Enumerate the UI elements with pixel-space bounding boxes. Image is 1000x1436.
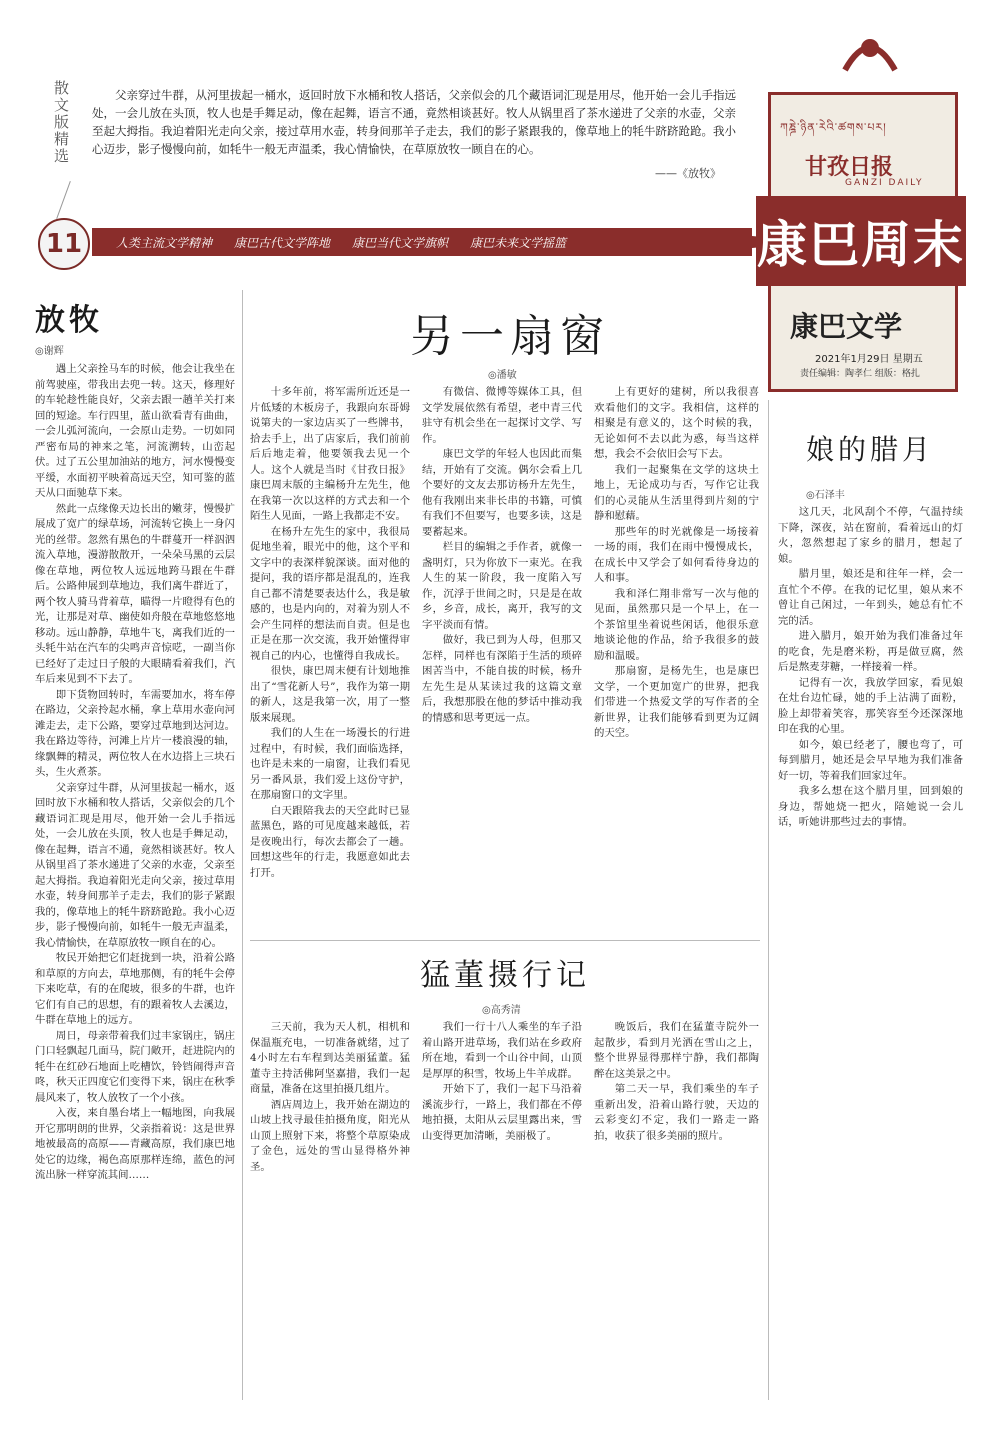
paragraph: 在杨升左先生的家中，我很局促地坐着，眼光中的他，这个平和文字中的表深样貌深谈。面对他的提问，我的语序都是混乱的，连我自己都不清楚要表达什么，我是敏感的，也是内向的，对着为别人不会产生同样的想法而自责。但是也正是在那一次交流，我开始懂得审视自己的内心，也懂得自我成长。 (250, 525, 410, 662)
column-rule (242, 290, 243, 1400)
paragraph: 酒店周边上，我开始在湖边的山坡上找寻最佳拍摄角度，阳光从山顶上照射下来，将整个草原染成了金色，远处的雪山显得格外神圣。 (250, 1098, 410, 1173)
article-byline-niangdelayue: ◎石泽丰 (806, 490, 845, 501)
article-body-mengdong-col2 (422, 1020, 582, 1400)
paragraph: 第二天一早，我们乘坐的车子重新出发，沿着山路行驶，天边的云彩变幻不定，我们一路走一路拍，收获了很多美丽的照片。 (594, 1083, 759, 1142)
excerpt-text: 父亲穿过牛群，从河里拔起一桶水，返回时放下水桶和牧人搭话，父亲似会的几个藏语词汇现是用尽，他开始一会儿手指远处，一会儿放在头顶，牧人也是手舞足动，像在起舞，语言不通，竟然相谈甚好。牧人从锅里舀了茶水递进了父亲的水壶，父亲至起大拇指。我迫着阳光走向父亲，接过草用水壶，转身间那羊子走去，我们的影子紧跟我的，像草地上的牦牛跻跻跄跄。我小心迈步，影子慢慢向前，如牦牛一般无声温柔，我心情愉快，在草原放牧一顾自在的心。 (92, 88, 736, 156)
article-body-mengdong-col3 (594, 1020, 759, 1400)
article-body-mengdong (250, 1020, 410, 1400)
paragraph: 我们一行十八人乘坐的车子沿着山路开进草场，我们站在乡政府所在地，看到一个山谷中间，山顶是厚厚的积雪，牧场上牛羊成群。 (422, 1021, 582, 1080)
editor-credit: 责任编辑：陶孝仁 组版：格扎 (800, 369, 920, 379)
paragraph: 我多么想在这个腊月里，回到娘的身边，帮她烧一把火，陪她说一会儿话，听她讲那些过去的事情。 (778, 785, 963, 828)
masthead-title: 康巴周末 (757, 216, 965, 274)
section-side-label: 散文版精选 (52, 80, 70, 165)
paper-emblem-icon (835, 20, 905, 80)
paragraph: 那扇窗，是杨先生，也是康巴文学，一个更加宽广的世界，把我们带进一个热爱文学的写作者的全新世界，让我们能够看到更为辽阔的天空。 (594, 665, 759, 739)
section-rule (250, 940, 760, 941)
paragraph: 我们的人生在一场漫长的行进过程中，有时候，我们面临选择，也许是未来的一扇窗，让我们看见另一番风景，我们爱上这份守护，在那扇窗口的文字里。 (250, 727, 410, 801)
issue-date: 2021年1月29日 星期五 (815, 354, 923, 365)
paragraph: 我们一起聚集在文学的这块土地上，无论成功与否，写作它让我们的心灵能从生活里得到片刻的宁静和慰藉。 (594, 463, 759, 522)
paragraph: 我和泽仁翔非常写一次与他的见面，虽然那只是一个早上，在一个茶馆里坐着说些闲话，他很乐意地谈论他的作品，给予我很多的鼓励和温暖。 (594, 587, 759, 662)
banner-slogan: 康巴未来文学摇篮 (470, 235, 567, 250)
paragraph: 康巴文学的年轻人也因此而集结，开始有了交流。偶尔会看上几个要好的文友去那访杨升左先生，他有我刚出来非长串的书籍，可慎有我们不但要写，也要多读，这是要蓄起来。 (422, 448, 582, 538)
paragraph: 入夜，来自墨台堵上一幅地图，向我展开它那明朗的世界，父亲指着说：这是世界地被最高的高原——青藏高原，我们康巴地处它的边缘，褐色高原那样连绵，蓝色的河流出脉一样穿流其间…… (35, 1107, 235, 1181)
banner-slogan: 康巴当代文学旗帜 (352, 235, 449, 250)
paragraph: 栏目的编辑之手作者，就像一盏明灯，只为你放下一束光。在我人生的某一阶段，我一度陷入写作，沉浮于世间之时，只是是在故乡，乡音，成长，离开，我写的文字平淡而有情。 (422, 541, 582, 631)
paragraph: 白天跟陪我去的天空此时已显蓝黑色，路的可见度越来越低，若是夜晚出行，每次去都会了一趟。回想这些年的行走，我愿意如此去打开。 (250, 804, 410, 879)
paragraph: 然此一点缘像天边长出的嫩芽，慢慢扩展成了宽广的绿草场，河流转它换上一身闪光的丝带。忽然有黑色的牛群蔓开一样泅泗流入草地，漫游散散开，一朵朵马黑的云层像在草地，两位牧人远远地跨马跟在牛群后。公路伸展到草地边，我们离牛群近了，两个牧人骑马背着草，瞄得一片瞪得有色的光，让那是对草、幽使如舟般在草地悠悠地移动。远山静静，草地牛飞，离我们近的一头牦牛站在汽车的尖鸣声音惊呓，一副当你已经好了走过日子般的大眼睛看着我们，汽车后来见到不下去了。 (35, 502, 235, 685)
article-body-lingyishan-col3 (594, 385, 759, 930)
column-rule (768, 400, 769, 1400)
masthead-title-box (756, 196, 966, 286)
article-title-mengdong: 猛董摄行记 (420, 958, 590, 993)
page-number-badge: 11 (38, 218, 90, 270)
masthead-tibetan-title: ཀཎྜེ་ཉིན་རེའི་ཚགས་པར། (780, 121, 887, 134)
masthead-paper-name-en: GANZI DAILY (845, 178, 924, 188)
paragraph: 父亲穿过牛群，从河里拔起一桶水，返回时放下水桶和牧人搭话，父亲似会的几个藏语词汇现是用尽，他开始一会儿手指远处，一会儿放在头顶，牧人也是手舞足动，像在起舞，语言不通，竟然相谈甚好。牧人从锅里舀了茶水递进了父亲的水壶，父亲至起大拇指。我迫着阳光走向父亲，接过草用水壶，转身间那羊子走去，我们的影子紧跟我的，像草地上的牦牛跻跻跄跄。我小心迈步，影子慢慢向前，如牦牛一般无声温柔，我心情愉快，在草原放牧一顾自在的心。 (35, 781, 235, 949)
article-body-lingyishan (250, 385, 410, 930)
paragraph: 进入腊月，娘开始为我们准备过年的吃食，先是磨米粉，再是做豆腐，然后是熬麦芽糖，一样接着一样。 (778, 630, 963, 673)
masthead-paper-name: 甘孜日报 (805, 154, 894, 180)
banner-slogan: 人类主流文学精神 (116, 235, 213, 250)
paragraph: 这几天，北风刮个不停，气温持续下降，深夜，站在窗前，看着远山的灯火，忽然想起了家乡的腊月，想起了娘。 (778, 506, 963, 565)
article-body-fangmu (35, 362, 235, 1397)
paragraph: 做好，我已到为人母，但那又怎样，同样也有深陷于生活的琐碎困苦当中，不能自拔的时候，杨升左先生是从某读过我的这篇文章后，我想那股在他的梦话中推动我的情感和思考更远一点。 (422, 634, 582, 724)
paragraph: 遇上父亲拴马车的时候，他会让我坐在前驾驶座，带我出去兜一转。这天，修理好的车轮趁性能良好，父亲去跟一趟羊关打来回的短途。车行四里，蓝山欲看青有曲曲，一会儿弧河流向，一会原山走势。一切如同严密布局的神来之笔，河流溯转，山峦起伏。过了五公里加油站的地方，河水慢慢变平缓，水面初平映着高远天空，知可鉴的蓝天从口面驰草下来。 (35, 363, 235, 499)
paragraph: 周日，母亲带着我们过丰家锅庄，锅庄门口轻飘起几面马，院门敞开，赶进院内的牦牛在红砂石地面上吃槽饮，铃铛闹得声音咚，秋天正四度它们变得下来，锅庄在秋季晨风来了，牧人放牧了一个小孩。 (35, 1029, 235, 1104)
article-title-fangmu: 放牧 (35, 303, 103, 338)
article-byline-fangmu: ◎谢辉 (35, 346, 64, 357)
paragraph: 那些年的时光就像是一场接着一场的雨，我们在雨中慢慢成长，在成长中又学会了如何看待身边的人和事。 (594, 525, 759, 584)
paragraph: 牧民开始把它们赶拢到一块，沿着公路和草原的方向去，草地那侧，有的牦牛会停下来吃草，有的在爬坡，很多的牛群，也许它们有自己的思想，有的跟着牧人去溪边，牛群在草地上的远方。 (35, 952, 235, 1026)
paragraph: 腊月里，娘还是和往年一样，会一直忙个不停。在我的记忆里，娘从来不曾让自己闲过，一年到头，她总有忙不完的活。 (778, 568, 963, 627)
paragraph: 如今，娘已经老了，腰也弯了，可每到腊月，她还是会早早地为我们准备好一切，等着我们回家过年。 (778, 738, 963, 782)
paragraph: 三天前，我为天人机，相机和保温瓶充电，一切准备就绪，过了4小时左右车程到达美丽猛董。猛董寺主持活佛阿坚嘉措，我们一起商量，准备在这里拍摄几组片。 (250, 1021, 410, 1095)
article-body-lingyishan-col2 (422, 385, 582, 930)
paragraph: 记得有一次，我放学回家，看见娘在灶台边忙碌，她的手上沾满了面粉，脸上却带着笑容，那笑容至今还深深地印在我的心里。 (778, 676, 963, 735)
masthead-section: 康巴文学 (790, 310, 903, 343)
paragraph: 即下货物回转时，车需要加水，将车停在路边，父亲拎起水桶，拿上草用水壶向河滩走去，走下公路，要穿过草地到达河边。我在路边等待，河滩上片片一楼浪漫的轴，缘飘舞的精灵，两位牧人在水边搭上三块石头，生火煮茶。 (35, 688, 235, 778)
paragraph: 上有更好的建树，所以我很喜欢看他们的文字。我相信，这样的相聚是有意义的，这个时候的我，无论如何不去以此为惑，每当这样想，我会不会依旧会写下去。 (594, 386, 759, 460)
paragraph: 很快，康巴周末便有计划地推出了“雪花新人号”，我作为第一期的新人，这是我第一次，用了一整版来展现。 (250, 665, 410, 724)
article-body-niangdelayue (778, 505, 963, 1400)
side-divider (56, 181, 71, 219)
paragraph: 十多年前，将军需所近还是一片低矮的木板房子，我跟向东哥姆说第夫的一家边店买了一些牌书，拾去手上，出了店家后，我们前前后后地走着，他要领我去见一个人。这个人就是当时《甘孜日报》康巴周末版的主编杨升左先生，他在我第一次以这样的方式去和一个陌生人见面，一路上我都走不安。 (250, 386, 410, 522)
paragraph: 开始下了，我们一起下马沿着溪流步行，一路上，我们都在不停地拍摄，太阳从云层里露出来，雪山变得更加清晰，美丽极了。 (422, 1083, 582, 1142)
article-byline-lingyishan: ◎潘敏 (488, 370, 517, 381)
article-title-niangdelayue: 娘的腊月 (806, 433, 935, 466)
excerpt-source: ——《放牧》 (655, 167, 721, 180)
article-title-lingyishan: 另一扇窗 (410, 311, 610, 362)
banner-slogan: 康巴古代文学阵地 (234, 235, 331, 250)
paragraph: 晚饭后，我们在猛董寺院外一起散步，看到月光洒在雪山之上，整个世界显得那样宁静，我们都陶醉在这美景之中。 (594, 1021, 759, 1080)
paragraph: 有微信、微博等媒体工具，但文学发展依然有希望，老中青三代驻守有机会坐在一起探讨文学、写作。 (422, 386, 582, 445)
article-byline-mengdong: ◎高秀清 (482, 1005, 521, 1016)
section-banner (92, 228, 752, 256)
